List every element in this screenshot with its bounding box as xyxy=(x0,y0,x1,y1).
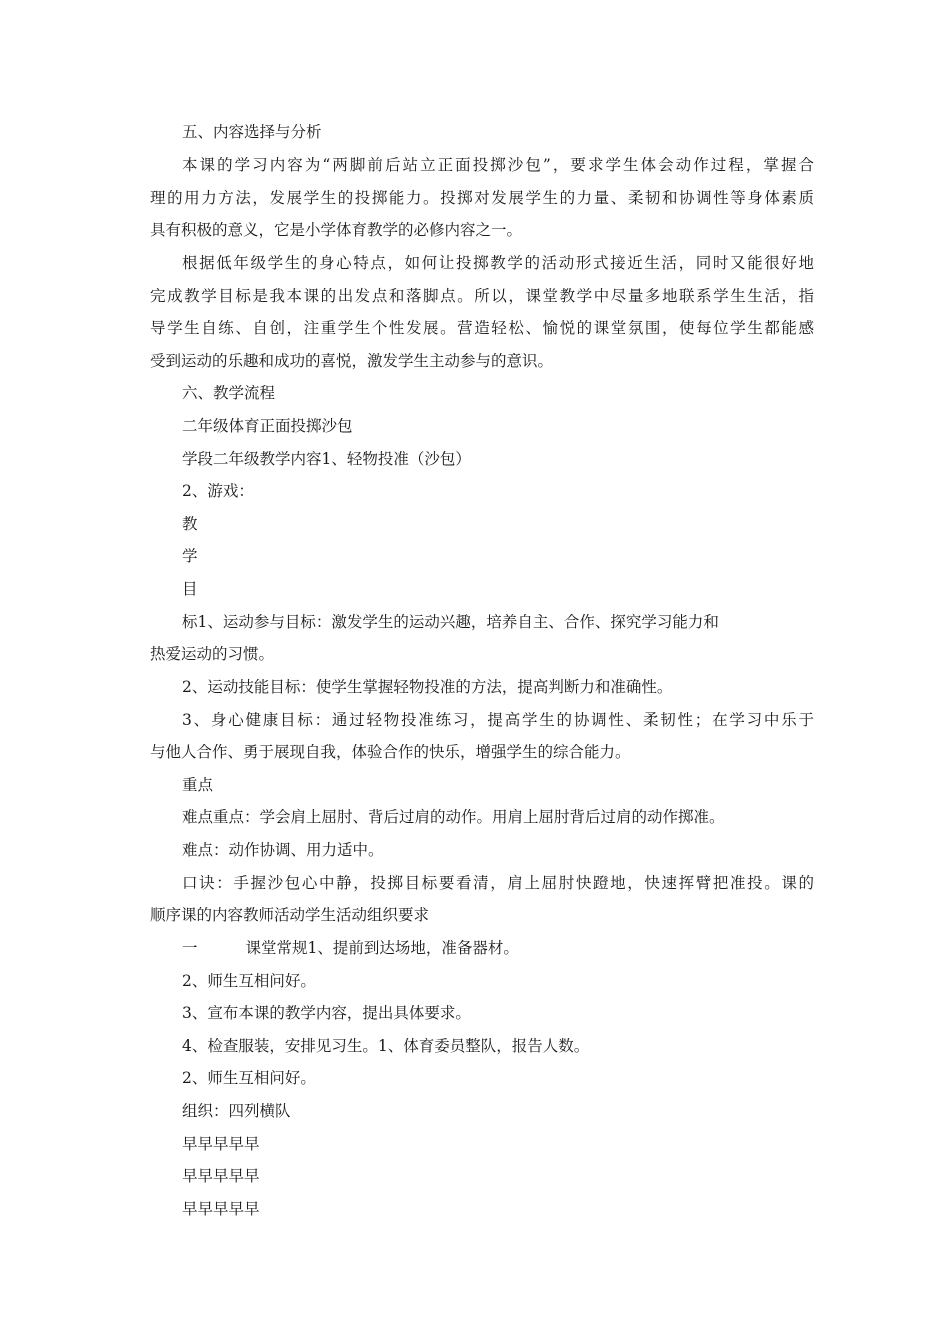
text-line: 4、检查服装，安排见习生。1、体育委员整队，报告人数。 xyxy=(182,1037,590,1055)
text-line: 2、师生互相问好。 xyxy=(182,972,316,990)
paragraph-line: 本课的学习内容为“两脚前后站立正面投掷沙包”，要求学生体会动作过程，掌握合 xyxy=(182,156,814,174)
text-line: 热爱运动的习惯。 xyxy=(150,645,275,663)
paragraph-line: 根据低年级学生的身心特点，如何让投掷教学的活动形式接近生活，同时又能很好地 xyxy=(182,254,814,272)
paragraph-line: 3、身心健康目标：通过轻物投准练习，提高学生的协调性、柔韧性；在学习中乐于 xyxy=(182,711,814,729)
text-line xyxy=(182,938,519,958)
text-segment: 课堂常规1、提前到达场地，准备器材。 xyxy=(245,939,519,957)
paragraph-line: 导学生自练、自创，注重学生个性发展。营造轻松、愉悦的课堂氛围，使每位学生都能感 xyxy=(150,319,814,337)
paragraph-line: 完成教学目标是我本课的出发点和落脚点。所以，课堂教学中尽量多地联系学生生活，指 xyxy=(150,287,814,305)
text-line: 教 xyxy=(182,515,198,533)
formation-row: 早早早早早 xyxy=(182,1200,260,1218)
text-line: 学段二年级教学内容1、轻物投准（沙包） xyxy=(182,450,471,468)
section-heading-5: 五、内容选择与分析 xyxy=(182,123,322,141)
text-line: 3、宣布本课的教学内容，提出具体要求。 xyxy=(182,1004,471,1022)
paragraph-line: 与他人合作、勇于展现自我，体验合作的快乐，增强学生的综合能力。 xyxy=(150,743,631,761)
text-line: 组织：四列横队 xyxy=(182,1102,291,1120)
formation-row: 早早早早早 xyxy=(182,1167,260,1185)
section-heading-6: 六、教学流程 xyxy=(182,384,276,402)
text-line: 重点 xyxy=(182,776,214,794)
text-line: 难点重点：学会肩上屈肘、背后过肩的动作。用肩上屈肘背后过肩的动作掷准。 xyxy=(182,808,725,826)
paragraph-line: 口诀：手握沙包心中静，投掷目标要看清，肩上屈肘快蹬地，快速挥臂把准投。课的 xyxy=(182,874,814,892)
text-line: 2、运动技能目标：使学生掌握轻物投准的方法，提高判断力和准确性。 xyxy=(182,678,673,696)
text-line: 2、师生互相问好。 xyxy=(182,1069,316,1087)
formation-row: 早早早早早 xyxy=(182,1135,260,1153)
text-line: 2、游戏： xyxy=(182,482,254,500)
paragraph-line: 具有积极的意义，它是小学体育教学的必修内容之一。 xyxy=(150,221,523,239)
paragraph-line: 理的用力方法，发展学生的投掷能力。投掷对发展学生的力量、柔韧和协调性等身体素质 xyxy=(150,189,814,207)
paragraph-line: 受到运动的乐趣和成功的喜悦，激发学生主动参与的意识。 xyxy=(150,352,554,370)
text-line: 目 xyxy=(182,580,198,598)
text-line: 标1、运动参与目标：激发学生的运动兴趣，培养自主、合作、探究学习能力和 xyxy=(182,613,719,631)
text-line: 难点：动作协调、用力适中。 xyxy=(182,841,384,859)
text-line: 学 xyxy=(182,547,198,565)
section-number: 一 xyxy=(182,939,198,957)
paragraph-line: 顺序课的内容教师活动学生活动组织要求 xyxy=(150,906,430,924)
text-line: 二年级体育正面投掷沙包 xyxy=(182,417,353,435)
